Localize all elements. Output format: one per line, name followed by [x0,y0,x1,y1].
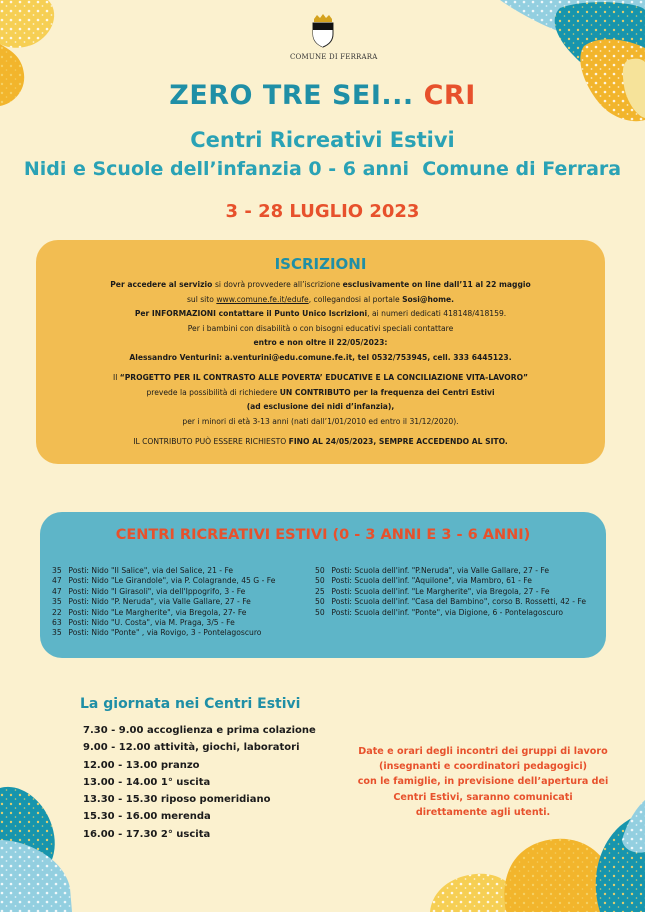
list-item: 22 Posti: Nido "Le Margherite", via Bregola, 27- Fe [52,607,247,617]
iscr-line: Il “PROGETTO PER IL CONTRASTO ALLE POVERTA’ EDUCATIVE E LA CONCILIAZIONE VITA-LAVORO” [112,373,529,382]
info-note [338,744,628,820]
title-accent: CRI [423,80,476,111]
giornata-title: La giornata nei Centri Estivi [80,696,301,712]
iscrizioni-box [36,240,605,464]
title-main: ZERO TRE SEI... [169,80,414,111]
iscr-line: Per i bambini con disabilità o con bisogni educativi speciali contattare [187,323,454,333]
note-line: direttamente agli utenti. [415,806,551,818]
schedule-item: 15.30 - 16.00 merenda [83,811,211,823]
note-line: Date e orari degli incontri dei gruppi di lavoro [358,746,608,757]
iscr-line: entro e non oltre il 22/05/2023: [253,338,388,347]
list-item: 47 Posti: Nido "I Girasoli", via dell'Ippogrifo, 3 - Fe [52,586,246,596]
nidi-list [52,566,314,639]
iscr-line: Per accedere al servizio si dovrà provvedere all’iscrizione esclusivamente on line dall’11 al 22 maggio [110,280,531,289]
logo [290,14,378,61]
iscr-line: IL CONTRIBUTO PUÒ ESSERE RICHIESTO FINO AL 24/05/2023, SEMPRE ACCEDENDO AL SITO. [133,437,508,446]
iscrizioni-body [36,278,605,450]
logo-text: COMUNE DI FERRARA [290,53,378,61]
schedule-item: 16.00 - 17.30 2° uscita [83,828,211,840]
event-dates: 3 - 28 LUGLIO 2023 [225,201,420,222]
iscr-line: sul sito www.comune.fe.it/edufe, collegandosi al portale Sosi@home. [186,294,455,304]
list-item: 63 Posti: Nido "U. Costa", via M. Praga, 3/5 - Fe [52,618,235,628]
iscr-line: per i minori di età 3-13 anni (nati dall’1/01/2010 ed entro il 31/12/2020). [182,416,459,426]
list-item: 50 Posti: Scuola dell'inf. "P.Neruda", via Valle Gallare, 27 - Fe [315,566,550,575]
list-item: 35 Posti: Nido "Ponte" , via Rovigo, 3 - Pontelagoscuro [52,628,262,638]
centri-box [40,512,606,658]
iscrizioni-title: ISCRIZIONI [274,255,367,273]
list-item: 25 Posti: Scuola dell'inf. "Le Margherite", via Bregola, 27 - Fe [315,586,550,596]
blob-bottom-left [0,787,72,912]
list-item: 47 Posti: Nido "Le Girandole", via P. Colagrande, 45 G - Fe [52,576,276,586]
schedule-item: 13.30 - 15.30 riposo pomeridiano [83,794,271,806]
list-item: 35 Posti: Nido "P. Neruda", via Valle Gallare, 27 - Fe [52,597,251,607]
iscr-line: prevede la possibilità di richiedere UN CONTRIBUTO per la frequenza dei Centri Estivi [146,387,495,397]
page-subtitle: Centri Ricreativi Estivi [190,128,455,152]
note-line: (insegnanti e coordinatori pedagogici) [378,761,588,773]
note-line: con le famiglie, in previsione dell’apertura dei [357,776,609,788]
page-title [0,80,645,111]
schedule-item: 7.30 - 9.00 accoglienza e prima colazione [83,725,316,736]
scuole-list [315,566,605,618]
centri-title: CENTRI RICREATIVI ESTIVI (0 - 3 ANNI E 3 - 6 ANNI) [115,527,531,543]
page-subtitle-2: Nidi e Scuole dell’infanzia 0 - 6 anni Comune di Ferrara [23,158,622,180]
iscr-line: Alessandro Venturini: a.venturini@edu.comune.fe.it, tel 0532/753945, cell. 333 6445123. [129,352,512,362]
ferrara-coat-of-arms-icon [310,14,336,48]
list-item: 35 Posti: Nido "Il Salice", via del Salice, 21 - Fe [52,566,234,575]
list-item: 50 Posti: Scuola dell'inf. "Ponte", via Digione, 6 - Pontelagoscuro [315,607,564,617]
schedule-item: 12.00 - 13.00 pranzo [83,759,200,771]
schedule-list [83,722,316,843]
schedule-item: 13.00 - 14.00 1° uscita [83,776,211,788]
iscr-line: (ad esclusione dei nidi d’infanzia), [246,402,395,411]
schedule-item: 9.00 - 12.00 attività, giochi, laboratori [83,742,300,754]
list-item: 50 Posti: Scuola dell'inf. "Casa del Bambino", corso B. Rossetti, 42 - Fe [315,597,587,607]
website-link[interactable]: www.comune.fe.it/edufe [216,294,309,304]
iscr-line: Per INFORMAZIONI contattare il Punto Unico Iscrizioni, ai numeri dedicati 418148/418159. [134,309,507,318]
list-item: 50 Posti: Scuola dell'inf. "Aquilone", via Mambro, 61 - Fe [315,576,532,586]
note-line: Centri Estivi, saranno comunicati [393,791,573,803]
